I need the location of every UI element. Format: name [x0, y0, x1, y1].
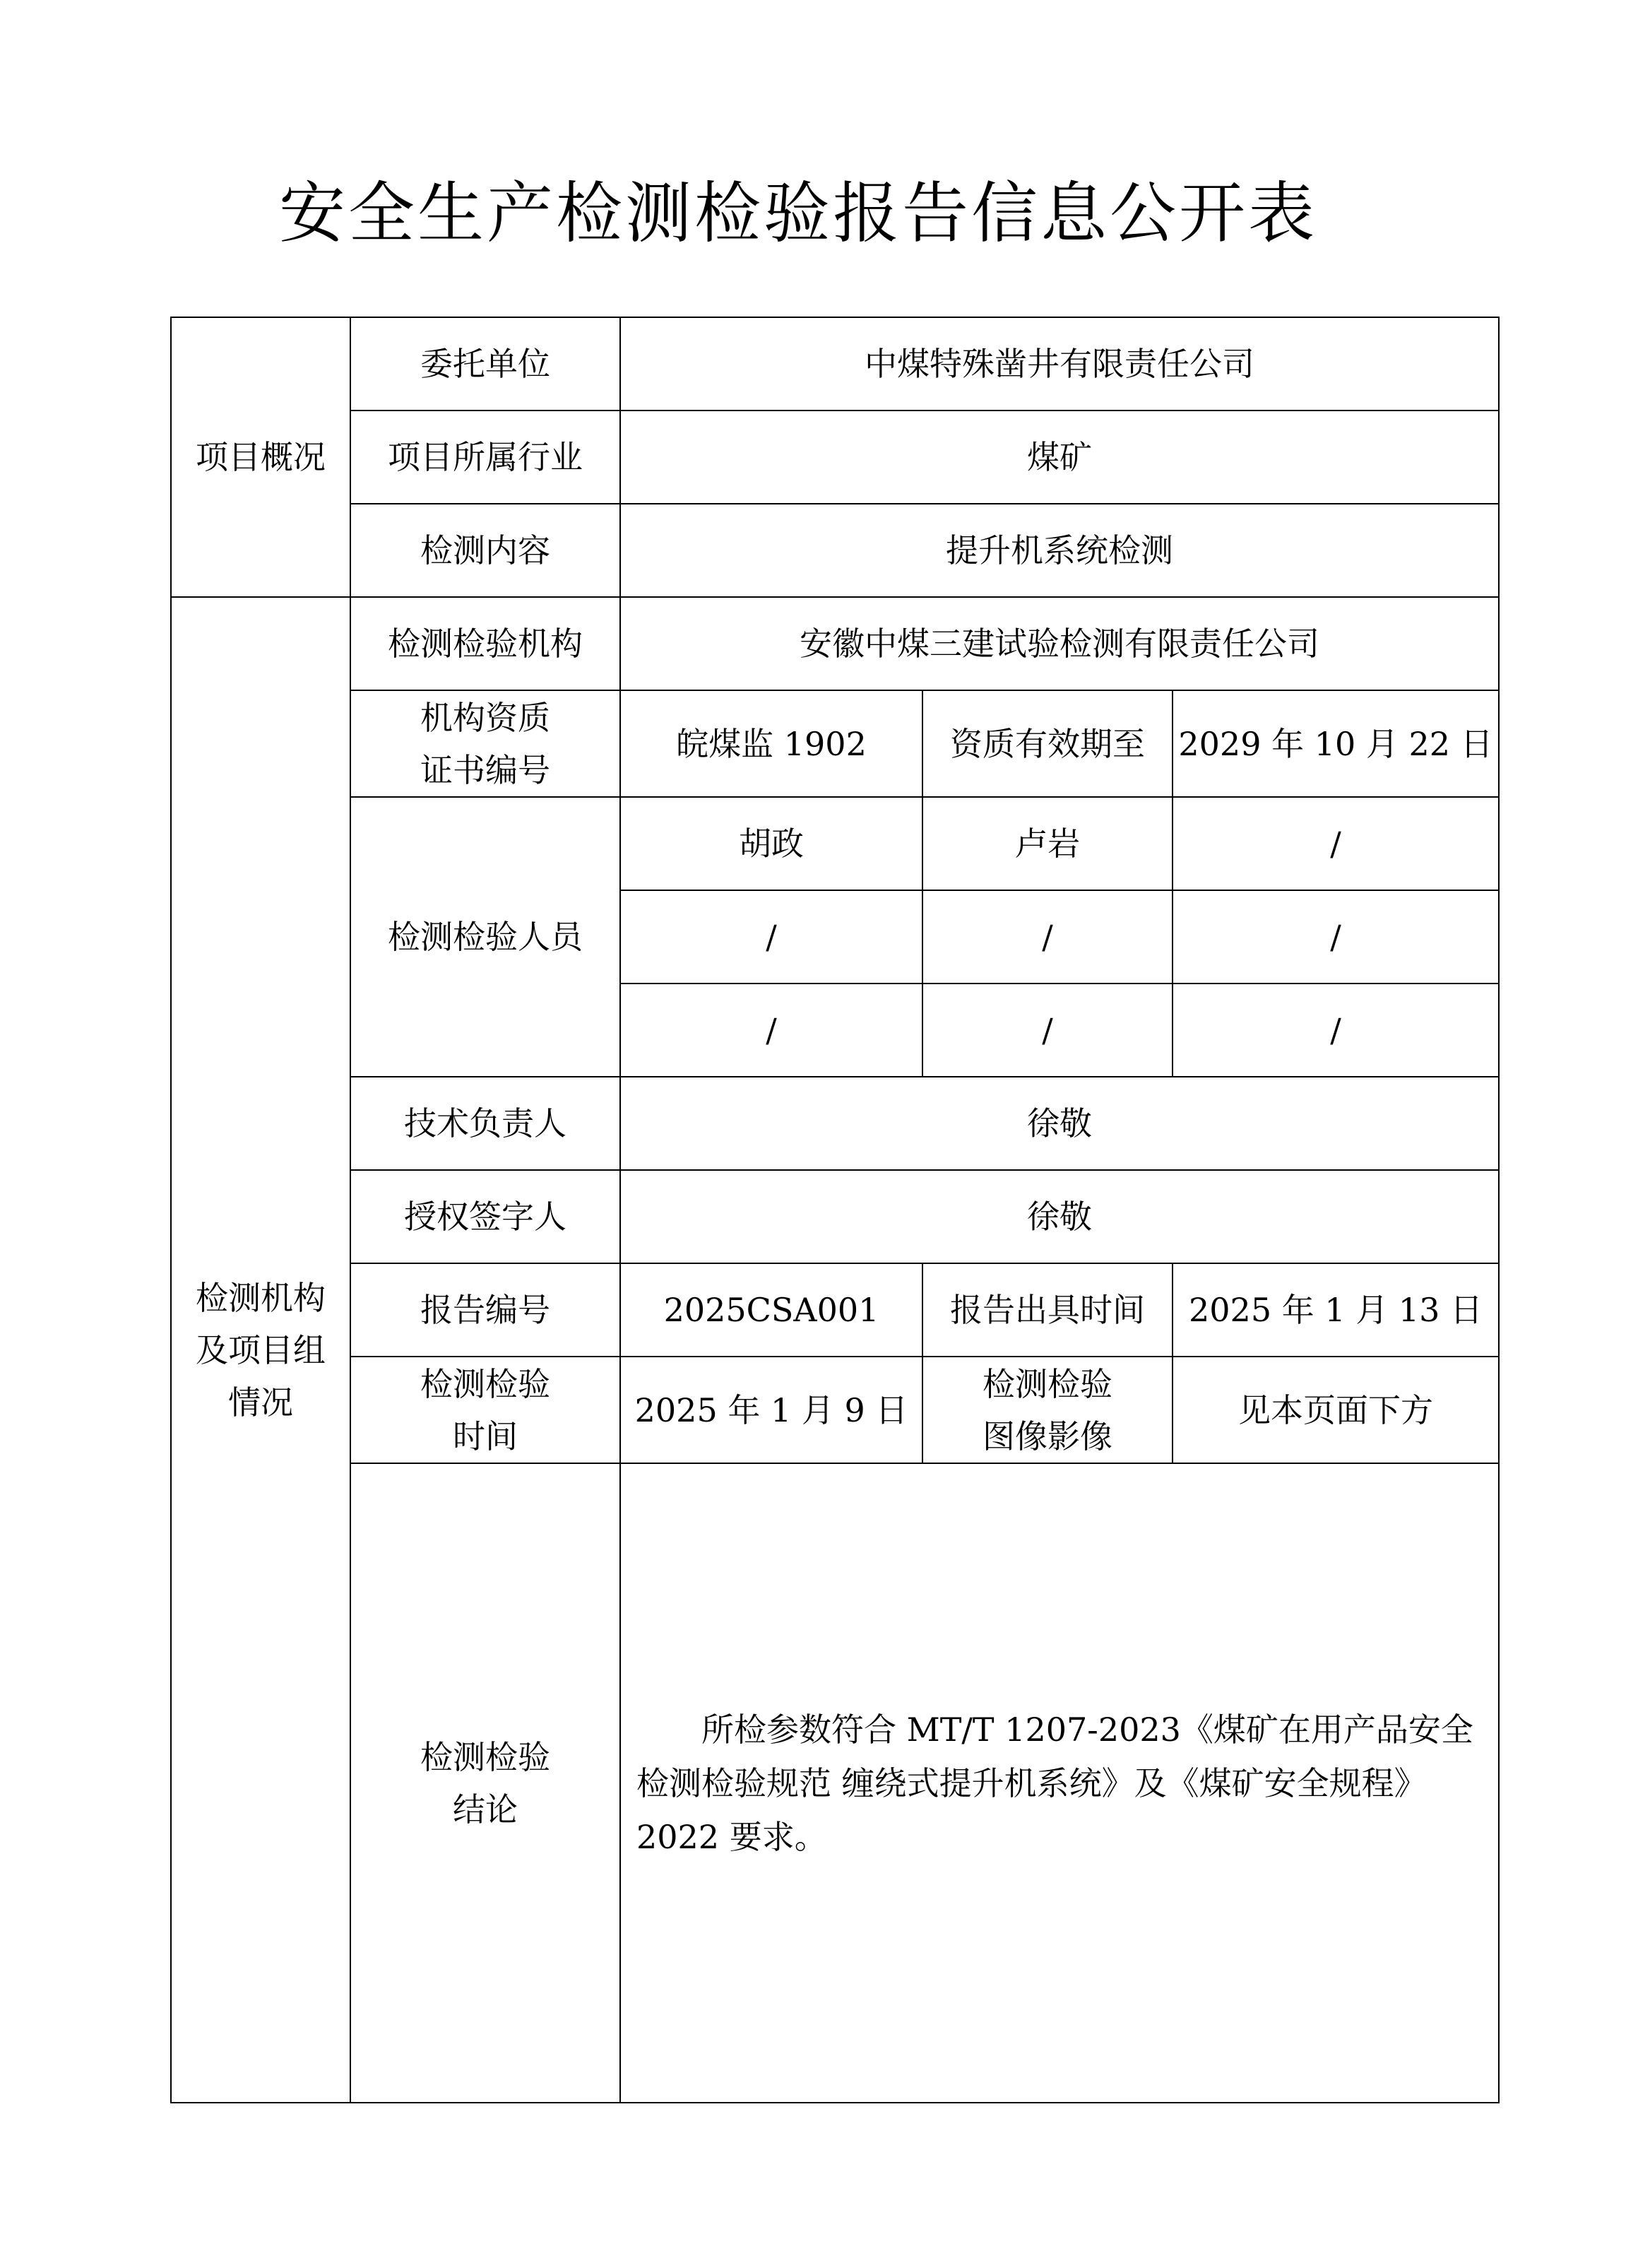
- cert-value: 皖煤监 1902: [620, 690, 922, 797]
- row-tech-lead: [171, 1077, 1499, 1170]
- industry-label: 项目所属行业: [350, 411, 620, 504]
- report-no-value: 2025CSA001: [620, 1263, 922, 1357]
- personnel-cell: /: [1173, 797, 1499, 890]
- validity-label: 资质有效期至: [922, 690, 1173, 797]
- personnel-cell: 胡政: [620, 797, 922, 890]
- cert-label: 机构资质 证书编号: [350, 690, 620, 797]
- personnel-cell: /: [620, 890, 922, 984]
- personnel-cell: /: [922, 890, 1173, 984]
- issue-date-label: 报告出具时间: [922, 1263, 1173, 1357]
- row-cert: [171, 690, 1499, 797]
- row-signatory: [171, 1170, 1499, 1263]
- signatory-value: 徐敬: [620, 1170, 1499, 1263]
- personnel-cell: /: [922, 984, 1173, 1077]
- client-label: 委托单位: [350, 317, 620, 411]
- tech-lead-value: 徐敬: [620, 1077, 1499, 1170]
- tech-lead-label: 技术负责人: [350, 1077, 620, 1170]
- personnel-cell: 卢岩: [922, 797, 1173, 890]
- org-value: 安徽中煤三建试验检测有限责任公司: [620, 597, 1499, 690]
- industry-value: 煤矿: [620, 411, 1499, 504]
- validity-value: 2029 年 10 月 22 日: [1173, 690, 1499, 797]
- row-org: [171, 597, 1499, 690]
- conclusion-text: 所检参数符合 MT/T 1207-2023《煤矿在用产品安全检测检验规范 缠绕式提升机系统》及《煤矿安全规程》2022 要求。: [636, 1710, 1473, 1856]
- info-table: [170, 317, 1500, 2103]
- client-value: 中煤特殊凿井有限责任公司: [620, 317, 1499, 411]
- row-conclusion: [171, 1463, 1499, 2103]
- issue-date-value: 2025 年 1 月 13 日: [1173, 1263, 1499, 1357]
- personnel-cell: /: [620, 984, 922, 1077]
- image-value: 见本页面下方: [1173, 1357, 1499, 1463]
- content-value: 提升机系统检测: [620, 504, 1499, 597]
- personnel-cell: /: [1173, 984, 1499, 1077]
- test-date-label: 检测检验 时间: [350, 1357, 620, 1463]
- document-title: 安全生产检测检验报告信息公开表: [278, 175, 1317, 252]
- test-date-value: 2025 年 1 月 9 日: [620, 1357, 922, 1463]
- signatory-label: 授权签字人: [350, 1170, 620, 1263]
- conclusion-cell: [620, 1463, 1499, 2103]
- row-content: [171, 504, 1499, 597]
- row-test-date: [171, 1357, 1499, 1463]
- content-label: 检测内容: [350, 504, 620, 597]
- section-org-label: 检测机构 及项目组 情况: [171, 597, 350, 2103]
- org-label: 检测检验机构: [350, 597, 620, 690]
- section-overview-label: 项目概况: [171, 317, 350, 597]
- personnel-cell: /: [1173, 890, 1499, 984]
- row-personnel-1: [171, 797, 1499, 890]
- section-conclusion-label: 检测检验 结论: [350, 1463, 620, 2103]
- row-report-no: [171, 1263, 1499, 1357]
- image-label: 检测检验 图像影像: [922, 1357, 1173, 1463]
- personnel-label: 检测检验人员: [350, 797, 620, 1077]
- row-industry: [171, 411, 1499, 504]
- row-client: [171, 317, 1499, 411]
- report-no-label: 报告编号: [350, 1263, 620, 1357]
